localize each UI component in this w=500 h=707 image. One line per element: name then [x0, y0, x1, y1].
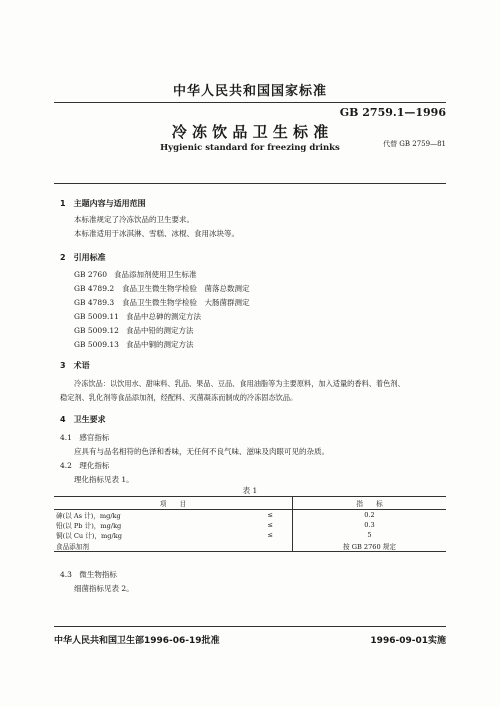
table-caption: 表 1: [242, 486, 258, 495]
section-4-1-heading: 4.1 感官指标: [60, 433, 110, 442]
section-4-heading: 4 卫生要求: [60, 415, 106, 424]
section-3-heading: 3 术语: [60, 361, 90, 370]
section-1-heading: 1 主题内容与适用范围: [60, 199, 146, 208]
table-row: [54, 530, 446, 540]
header-rule: [54, 102, 446, 103]
section-4-2-text: 理化指标见表 1。: [74, 475, 134, 484]
table-cell-item: 铜(以 Cu 计)，mg/kg: [56, 532, 122, 541]
table-header-row: [54, 497, 446, 510]
table-cell-value: 按 GB 2760 规定: [293, 541, 447, 552]
footer-rule: [54, 626, 446, 627]
table-cell-value: 0.2: [293, 510, 447, 521]
reference-title: 食品添加剂使用卫生标准: [114, 270, 197, 279]
title-chinese: 冷 冻 饮 品 卫 生 标 准: [171, 123, 329, 141]
table-cell-operator: ≤: [267, 521, 273, 530]
reference-code: GB 2760: [74, 270, 107, 279]
reference-code: GB 4789.3: [74, 298, 115, 307]
issuing-org: 中华人民共和国国家标准: [172, 84, 327, 99]
reference-item: [74, 283, 250, 294]
table-cell-value: 0.3: [293, 520, 447, 530]
reference-code: GB 5009.12: [74, 326, 119, 335]
title-rule: [54, 183, 446, 184]
table-row: [54, 510, 446, 521]
reference-code: GB 5009.13: [74, 340, 119, 349]
table-cell-operator: [248, 541, 293, 552]
section-3-line: 冷冻饮品：以饮用水、甜味料、乳品、果品、豆品、食用油脂等为主要原料，加入适量的香料、着色剂、: [74, 379, 405, 388]
reference-code: GB 4789.2: [74, 284, 115, 293]
section-3-line: 稳定剂、乳化剂等食品添加剂，经配料、灭菌凝冻而制成的冷冻固态饮品。: [60, 393, 298, 402]
reference-title: 食品中总砷的测定方法: [126, 312, 201, 321]
reference-title: 食品卫生微生物学检验 大肠菌群测定: [122, 298, 250, 307]
table-cell-value: 5: [293, 530, 447, 540]
replaces-note: 代替 GB 2759—81: [383, 140, 446, 148]
reference-item: [74, 339, 194, 350]
implementation-date: 1996-09-01实施: [370, 636, 446, 646]
table-cell-item: 砷(以 As 计)，mg/kg: [56, 512, 121, 521]
section-1-line: 本标准规定了冷冻饮品的卫生要求。: [74, 215, 194, 224]
section-4-1-text: 应具有与品名相符的色泽和香味，无任何不良气味、滋味及肉眼可见的杂质。: [74, 447, 329, 456]
table-header-item: 项 目: [54, 497, 293, 510]
table-cell-item: 食品添加剂: [54, 541, 248, 552]
table-cell-operator: ≤: [267, 531, 273, 540]
reference-title: 食品卫生微生物学检验 菌落总数测定: [122, 284, 250, 293]
approval-note: 中华人民共和国卫生部1996-06-19批准: [54, 636, 220, 646]
reference-item: [74, 269, 197, 280]
physicochemical-table: [54, 496, 446, 552]
reference-title: 食品中铅的测定方法: [126, 326, 194, 335]
reference-code: GB 5009.11: [74, 312, 119, 321]
table-row: [54, 541, 446, 552]
reference-item: [74, 311, 201, 322]
reference-title: 食品中铜的测定方法: [126, 340, 194, 349]
section-2-heading: 2 引用标准: [60, 253, 106, 262]
table-cell-operator: ≤: [267, 511, 273, 520]
standard-number: GB 2759.1—1996: [339, 106, 446, 119]
section-4-2-heading: 4.2 理化指标: [60, 461, 110, 470]
title-english: Hygienic standard for freezing drinks: [160, 143, 340, 153]
table-row: [54, 520, 446, 530]
reference-item: [74, 325, 194, 336]
table-header-value: 指 标: [293, 497, 447, 510]
section-4-3-heading: 4.3 微生物指标: [60, 570, 117, 579]
table-cell-item: 铅(以 Pb 计)，mg/kg: [56, 522, 122, 531]
section-4-3-text: 细菌指标见表 2。: [74, 584, 134, 593]
reference-item: [74, 297, 250, 308]
section-1-line: 本标准适用于冰淇淋、雪糕、冰棍、食用冰块等。: [74, 229, 239, 238]
